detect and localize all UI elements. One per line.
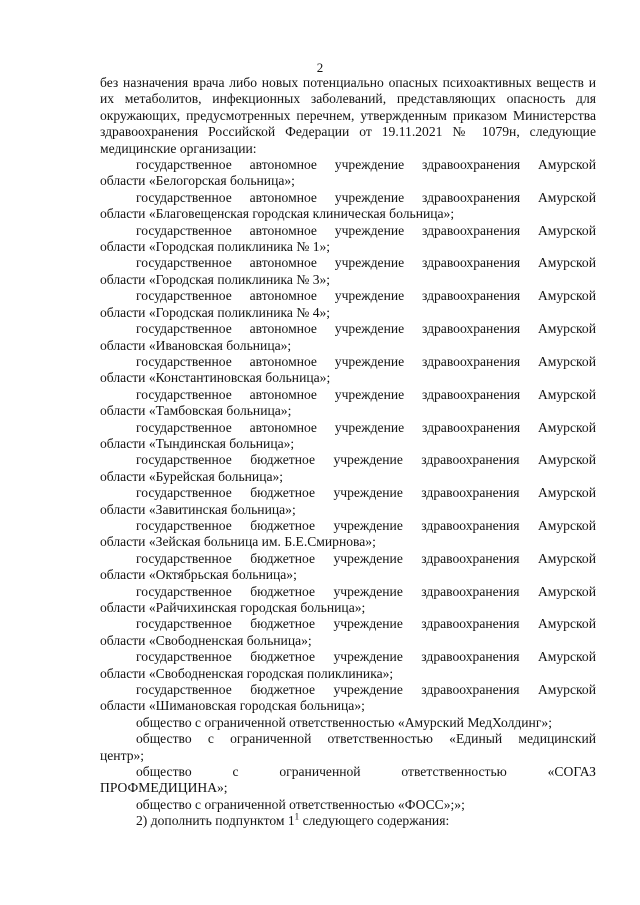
org-list-item <box>100 420 596 453</box>
org-line-1: государственное бюджетное учреждение здравоохранения Амурской <box>136 485 596 501</box>
org-line-1: государственное бюджетное учреждение здравоохранения Амурской <box>136 550 596 566</box>
org-line-2: области «Шимановская городская больница»; <box>100 698 365 714</box>
org-foss: общество с ограниченной ответственностью «ФОСС»;»; <box>136 796 465 812</box>
item-2-text: 2) дополнить подпунктом 1 <box>136 813 295 829</box>
org-list-item <box>100 518 596 551</box>
org-line-1: государственное бюджетное учреждение здравоохранения Амурской <box>136 649 596 665</box>
org-line-1: общество с ограниченной ответственностью «Единый медицинский <box>136 731 596 747</box>
document-body <box>100 75 596 830</box>
org-line-2: области «Зейская больница им. Б.Е.Смирнова»; <box>100 534 376 550</box>
org-line-2: области «Константиновская больница»; <box>100 370 331 386</box>
org-amur-medholding: общество с ограниченной ответственностью «Амурский МедХолдинг»; <box>136 714 552 730</box>
org-list-item <box>100 452 596 485</box>
org-line-1: государственное бюджетное учреждение здравоохранения Амурской <box>136 616 596 632</box>
org-list-item <box>100 354 596 387</box>
org-line-1: государственное бюджетное учреждение здравоохранения Амурской <box>136 452 596 468</box>
org-line-1: государственное бюджетное учреждение здравоохранения Амурской <box>136 682 596 698</box>
org-line-1: государственное автономное учреждение здравоохранения Амурской <box>136 222 596 238</box>
org-line-1: государственное автономное учреждение здравоохранения Амурской <box>136 321 596 337</box>
org-line-2: области «Городская поликлиника № 1»; <box>100 239 331 255</box>
org-line-1: государственное автономное учреждение здравоохранения Амурской <box>136 157 596 173</box>
org-edinyi-med-center <box>100 731 596 764</box>
org-list-item <box>100 584 596 617</box>
org-line-2: области «Тамбовская больница»; <box>100 403 292 419</box>
org-line-2: области «Свободненская больница»; <box>100 632 312 648</box>
org-line-1: государственное бюджетное учреждение здравоохранения Амурской <box>136 583 596 599</box>
org-line-2: области «Тындинская больница»; <box>100 435 295 451</box>
org-line-2: области «Благовещенская городская клиническая больница»; <box>100 206 455 222</box>
org-list-item <box>100 223 596 256</box>
org-line-2: области «Ивановская больница»; <box>100 337 292 353</box>
org-line-1: государственное автономное учреждение здравоохранения Амурской <box>136 288 596 304</box>
org-line-2: области «Белогорская больница»; <box>100 173 295 189</box>
org-list-item <box>100 321 596 354</box>
org-list-item <box>100 551 596 584</box>
item-2-paragraph <box>100 813 596 829</box>
org-line-1: государственное автономное учреждение здравоохранения Амурской <box>136 419 596 435</box>
org-sogaz-profmedicina <box>100 764 596 797</box>
org-list-item <box>100 190 596 223</box>
org-line-1: государственное бюджетное учреждение здравоохранения Амурской <box>136 517 596 533</box>
org-list-item <box>100 485 596 518</box>
item-2-superscript: 1 <box>294 811 300 822</box>
org-list-item <box>100 616 596 649</box>
org-line-1: общество с ограниченной ответственностью «СОГАЗ <box>136 764 596 780</box>
org-line-2: области «Завитинская больница»; <box>100 501 296 517</box>
org-line-1: государственное автономное учреждение здравоохранения Амурской <box>136 353 596 369</box>
org-line-1: государственное автономное учреждение здравоохранения Амурской <box>136 386 596 402</box>
org-line-2: ПРОФМЕДИЦИНА»; <box>100 780 228 796</box>
intro-paragraph: без назначения врача либо новых потенциально опасных психоактивных веществ и их метаболитов, инфекционных заболеваний, представляющих опасность для окружающих, предусмотренных перечнем, утвержденным приказом Министерства здравоохранения Российской Федерации от 19.11.2021 № 1079н, следующие медицинские организации: <box>100 75 596 156</box>
org-list-item <box>100 682 596 715</box>
org-line-2: области «Райчихинская городская больница»; <box>100 600 366 615</box>
org-line-2: центр»; <box>100 747 145 763</box>
org-line-2: области «Октябрьская больница»; <box>100 567 297 583</box>
org-list-item <box>100 157 596 190</box>
org-line-1: государственное автономное учреждение здравоохранения Амурской <box>136 255 596 271</box>
org-line-2: области «Бурейская больница»; <box>100 468 284 484</box>
org-list-item <box>100 649 596 682</box>
page-number: 2 <box>316 60 324 75</box>
org-line-2: области «Городская поликлиника № 3»; <box>100 271 331 287</box>
org-line-2: области «Городская поликлиника № 4»; <box>100 304 331 320</box>
item-2-text-end: следующего содержания: <box>299 813 450 829</box>
org-line-1: государственное автономное учреждение здравоохранения Амурской <box>136 189 596 205</box>
organization-list <box>100 157 596 715</box>
org-list-item <box>100 387 596 420</box>
org-list-item <box>100 255 596 288</box>
org-list-item <box>100 288 596 321</box>
org-line-2: области «Свободненская городская поликлиника»; <box>100 665 394 681</box>
